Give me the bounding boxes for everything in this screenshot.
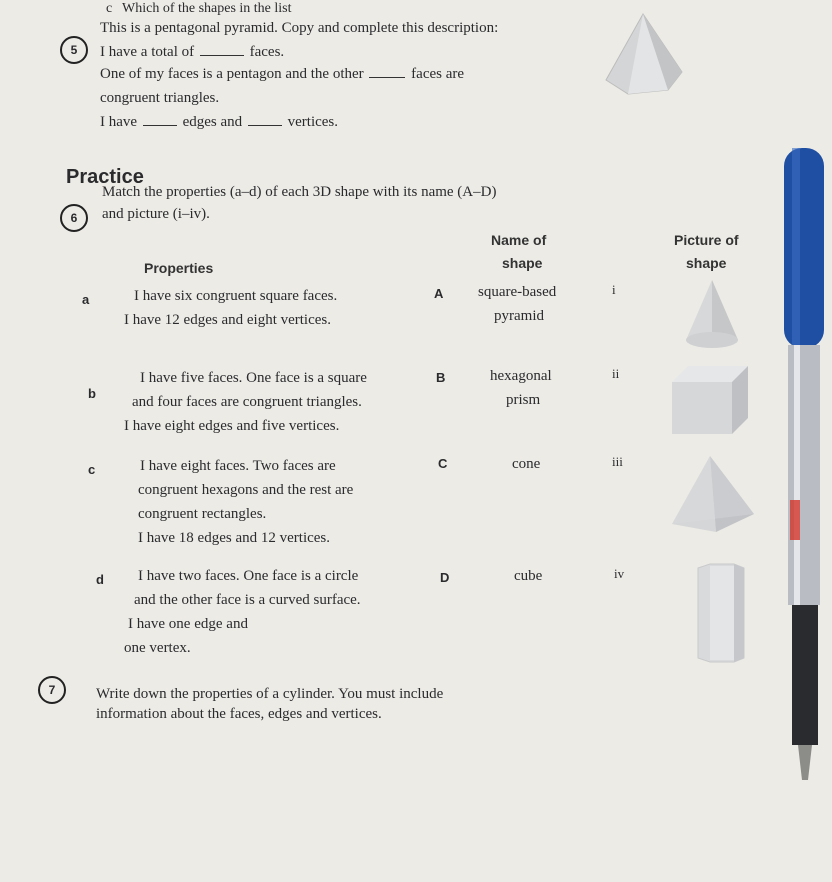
header-properties: Properties	[144, 260, 214, 276]
q5-blank-vertices[interactable]	[248, 125, 282, 126]
pentagonal-pyramid-picture	[598, 10, 688, 100]
row-d-label: d	[96, 572, 104, 587]
header-picture-shape: shape	[686, 255, 727, 271]
q5-line-5: I have edges and vertices.	[100, 114, 339, 130]
q5-line-4: congruent triangles.	[100, 90, 220, 106]
row-c-line-2: congruent hexagons and the rest are	[138, 482, 354, 498]
row-c-line-4: I have 18 edges and 12 vertices.	[138, 530, 331, 546]
prev-question-text: Which of the shapes in the list	[122, 1, 292, 16]
q5-line-1: This is a pentagonal pyramid. Copy and complete this description:	[100, 20, 499, 36]
q6-line-1: Match the properties (a–d) of each 3D shape with its name (A–D)	[102, 184, 497, 200]
cone-picture	[682, 276, 746, 352]
q5-blank-other-faces[interactable]	[369, 77, 405, 78]
header-name-of: Name of	[491, 232, 547, 248]
picture-label-iv: iv	[614, 566, 625, 581]
header-shape: shape	[502, 255, 543, 271]
name-letter-D: D	[440, 570, 450, 585]
q7-line-2: information about the faces, edges and vertices.	[96, 706, 382, 722]
name-letter-A: A	[434, 286, 444, 301]
q6-line-2: and picture (i–iv).	[102, 206, 210, 222]
row-b-label: b	[88, 386, 96, 401]
name-A-line-1: square-based	[478, 284, 557, 300]
prev-question-label: c	[106, 1, 113, 16]
pen-photo	[770, 140, 830, 790]
picture-label-i: i	[612, 282, 616, 297]
q5-blank-faces[interactable]	[200, 55, 244, 56]
question-7-number: 7	[38, 676, 66, 704]
name-B-line-2: prism	[506, 392, 541, 408]
question-5-number: 5	[60, 36, 88, 64]
practice-heading: Practice	[66, 166, 144, 188]
name-C-line-1: cone	[512, 456, 541, 472]
row-c-label: c	[88, 462, 96, 477]
row-a-line-2: I have 12 edges and eight vertices.	[124, 312, 332, 328]
row-a-line-1: I have six congruent square faces.	[134, 288, 338, 304]
row-b-line-1: I have five faces. One face is a square	[140, 370, 367, 386]
picture-label-ii: ii	[612, 366, 620, 381]
q7-line-1: Write down the properties of a cylinder. You must include	[96, 686, 444, 702]
row-d-line-1: I have two faces. One face is a circle	[138, 568, 359, 584]
row-c-line-1: I have eight faces. Two faces are	[140, 458, 336, 474]
row-b-line-3: I have eight edges and five vertices.	[124, 418, 340, 434]
q5-line-2: I have a total of faces.	[100, 44, 285, 60]
name-letter-B: B	[436, 370, 446, 385]
cube-picture	[668, 362, 752, 438]
row-b-line-2: and four faces are congruent triangles.	[132, 394, 362, 410]
hexagonal-prism-picture	[690, 562, 750, 666]
q5-blank-edges[interactable]	[143, 125, 177, 126]
row-d-line-2: and the other face is a curved surface.	[134, 592, 361, 608]
name-A-line-2: pyramid	[494, 308, 544, 324]
square-pyramid-picture	[668, 452, 758, 536]
question-6-number: 6	[60, 204, 88, 232]
row-a-label: a	[82, 292, 90, 307]
name-D-line-1: cube	[514, 568, 543, 584]
name-letter-C: C	[438, 456, 448, 471]
row-d-line-3: I have one edge and	[128, 616, 248, 632]
q5-line-3: One of my faces is a pentagon and the other faces are	[100, 66, 465, 82]
row-d-line-4: one vertex.	[124, 640, 191, 656]
header-picture-of: Picture of	[674, 232, 739, 248]
name-B-line-1: hexagonal	[490, 368, 552, 384]
row-c-line-3: congruent rectangles.	[138, 506, 267, 522]
picture-label-iii: iii	[612, 454, 623, 469]
